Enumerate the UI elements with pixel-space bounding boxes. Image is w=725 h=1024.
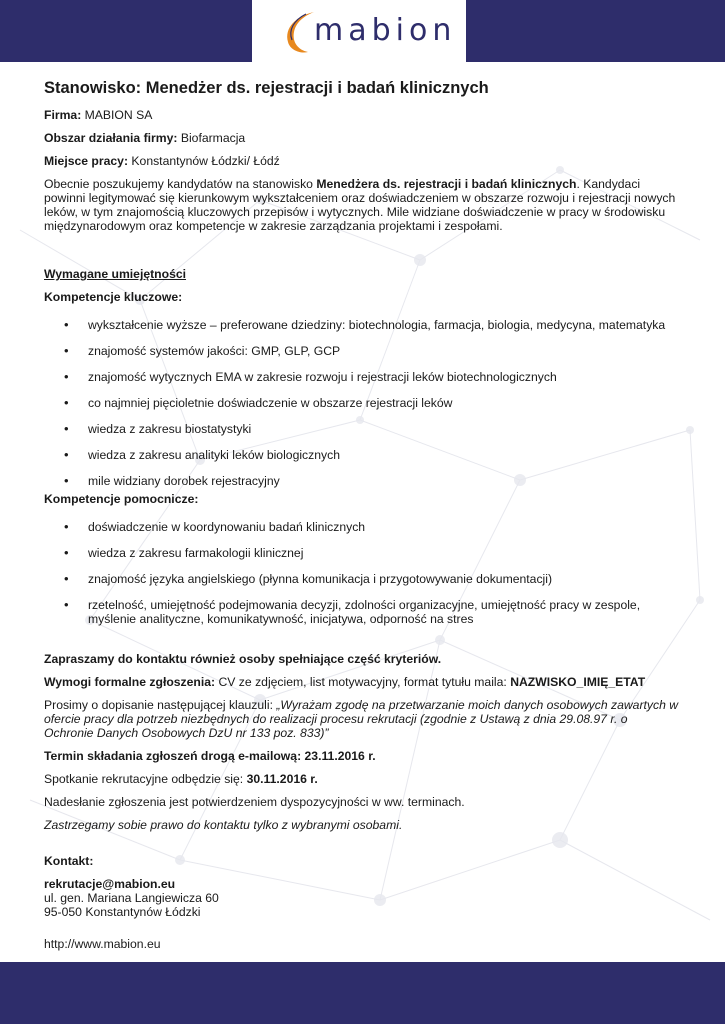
aux-skills-heading: Kompetencje pomocnicze: [44,492,199,506]
contact-heading: Kontakt: [44,854,94,868]
field-label: Obszar działania firmy: [44,131,178,145]
website-link[interactable]: http://www.mabion.eu [44,937,161,951]
deadline-text: Termin składania zgłoszeń drogą e-mailową: 23.11.2016 r. [44,749,376,763]
meeting-date: 30.11.2016 r. [246,772,318,786]
list-item: • doświadczenie w koordynowaniu badań klinicznych [44,520,680,534]
list-item: • wiedza z zakresu farmakologii klinicznej [44,546,680,560]
list-item: • co najmniej pięcioletnie doświadczenie w obszarze rejestracji leków [44,396,680,410]
field-label: Firma: [44,108,82,122]
field-label: Miejsce pracy: [44,154,129,168]
contact-street: ul. gen. Mariana Langiewicza 60 [44,891,219,905]
confirmation-text: Nadesłanie zgłoszenia jest potwierdzeniem dyspozycyjności w ww. terminach. [44,795,465,809]
footer-band [0,962,725,1024]
list-item: • wiedza z zakresu biostatystyki [44,422,680,436]
consent-clause [44,698,680,740]
contact-city: 95-050 Konstantynów Łódzki [44,905,201,919]
key-skills-list [44,318,680,488]
meeting-text [44,772,680,786]
company-field [44,108,680,122]
list-item: • wiedza z zakresu analityki leków biologicznych [44,448,680,462]
clause-quote: „Wyrażam zgodę na przetwarzanie moich danych osobowych zawartych w ofercie pracy dla potrzeb niezbędnych do realizacji procesu rekrutacji (zgodnie z Ustawą z dnia 29.08.97 r. o Ochronie Danych Osobowych DzU nr 133 poz. 833)” [44,698,679,740]
list-item: • znajomość wytycznych EMA w zakresie rozwoju i rejestracji leków biotechnologicznych [44,370,680,384]
formal-requirements [44,675,680,689]
formal-text: CV ze zdjęciem, list motywacyjny, format tytułu maila: [215,675,511,689]
list-item: • rzetelność, umiejętność podejmowania decyzji, zdolności organizacyjne, umiejętność pracy w zespole, myślenie analityczne, komunikatywność, inicjatywa, odporność na stres [44,598,680,626]
logo-wordmark: mabion [314,13,457,48]
location-field [44,154,680,168]
reserve-text: Zastrzegamy sobie prawo do kontaktu tylko z wybranymi osobami. [44,818,403,832]
industry-field [44,131,680,145]
contact-email-link[interactable]: rekrutacje@mabion.eu [44,877,176,891]
aux-skills-list [44,520,680,626]
intro-position: Menedżera ds. rejestracji i badań klinicznych [316,177,577,191]
job-posting [44,74,680,951]
list-item: • mile widziany dorobek rejestracyjny [44,474,680,488]
formal-label: Wymogi formalne zgłoszenia: [44,675,216,689]
list-item: • wykształcenie wyższe – preferowane dziedziny: biotechnologia, farmacja, biologia, medycyna, matematyka [44,318,680,332]
contact-address [44,877,680,919]
list-item: • znajomość systemów jakości: GMP, GLP, GCP [44,344,680,358]
key-skills-heading: Kompetencje kluczowe: [44,290,183,304]
page-title: Stanowisko: Menedżer ds. rejestracji i badań klinicznych [44,79,489,97]
invite-text: Zapraszamy do kontaktu również osoby spełniające część kryteriów. [44,652,442,666]
field-value: Biofarmacja [180,131,246,145]
field-value: Konstantynów Łódzki/ Łódź [131,154,280,168]
intro-text: Obecnie poszukujemy kandydatów na stanowisko [44,177,317,191]
email-subject-format: NAZWISKO_IMIĘ_ETAT [510,675,646,689]
list-item: • znajomość języka angielskiego (płynna komunikacja i przygotowywanie dokumentacji) [44,572,680,586]
clause-text: Prosimy o dopisanie następującej klauzuli: [44,698,277,712]
company-logo [252,0,466,62]
field-value: MABION SA [84,108,153,122]
intro-text-rest: . Kandydaci powinni legitymować się kierunkowym wykształceniem oraz doświadczeniem w obszarze rozwoju i rejestracji nowych leków, w tym znajomością kluczowych przepisów i wytycznych. Mile widziane doświadczenie w pracy w środowisku międzynarodowym oraz kompetencje w zakresie zarządzania projektami i zespołami. [44,177,676,233]
intro-paragraph [44,177,680,233]
meeting-label: Spotkanie rekrutacyjne odbędzie się: [44,772,247,786]
skills-heading: Wymagane umiejętności [44,267,187,281]
